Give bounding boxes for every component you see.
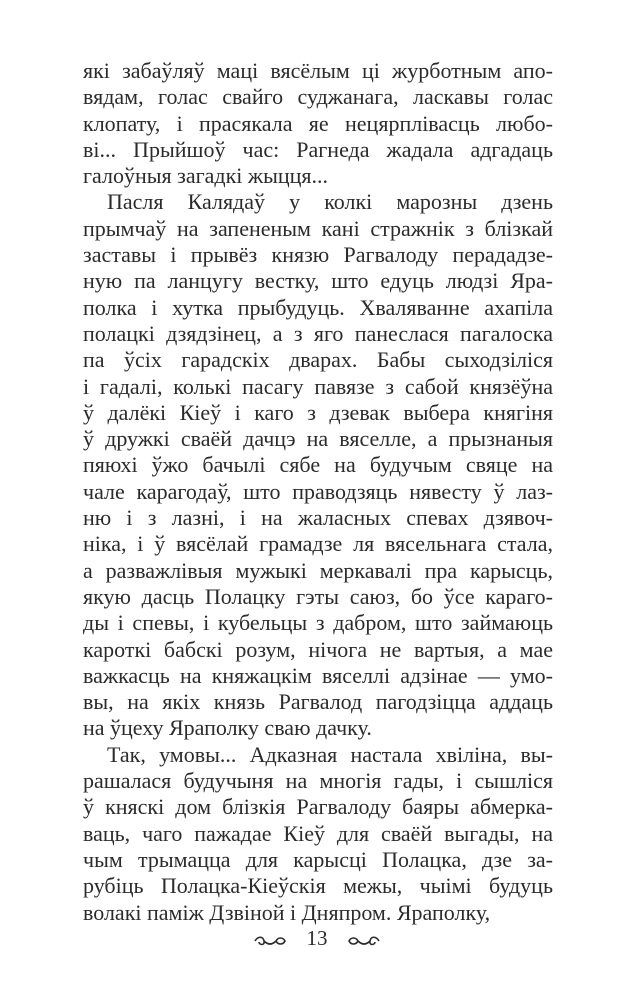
text-line: і гадалі, колькі пасагу павязе з сабой князёўна xyxy=(83,373,553,399)
text-line: Так, умовы... Адказная настала хвіліна, вы- xyxy=(107,741,553,767)
text-line: заставы і прывёз князю Рагвалоду перададзе- xyxy=(83,242,553,268)
text-line: волакі паміж Дзвіной і Дняпром. Яраполку, xyxy=(83,899,491,925)
text-line: ды і спевы, і кубельцы з дабром, што займаюць xyxy=(83,610,553,636)
text-line: ніка, і ў вясёлай грамадзе ля вясельнага стала, xyxy=(83,531,553,557)
text-line: вы, на якіх князь Рагвалод пагодзіцца аддаць xyxy=(83,689,553,715)
text-line: полка і хутка прыбудуць. Хваляванне ахапіла xyxy=(83,294,553,320)
text-line: Пасля Калядаў у колкі марозны дзень xyxy=(107,189,553,215)
text-line: клопату, і прасякала яе нецярплівасць любо- xyxy=(83,110,553,136)
text-line: кароткі бабскі розум, нічога не вартыя, а мае xyxy=(83,636,553,662)
text-line: ў далёкі Кіеў і каго з дзевак выбера княгіня xyxy=(83,399,553,425)
text-line: які забаўляў маці вясёлым ці журботным апо- xyxy=(83,58,553,83)
page-body-text xyxy=(83,58,553,926)
text-line: прымчаў на запененым кані стражнік з блізкай xyxy=(83,215,553,241)
text-line: ню і з лазні, і на жаласных спевах дзявоч- xyxy=(83,505,553,531)
page-footer xyxy=(0,926,634,953)
text-line: рубіць Полацка-Кіеўскія межы, чыімі будуць xyxy=(83,873,553,899)
text-line: а разважлівыя мужыкі меркавалі пра карысць, xyxy=(83,557,553,583)
text-line: чале карагодаў, што праводзяць нявесту ў лаз- xyxy=(83,478,553,504)
paragraph xyxy=(83,742,553,926)
text-line: вядам, голас свайго суджанага, ласкавы голас xyxy=(83,84,553,110)
text-line: якую дасць Полацку гэты саюз, бо ўсе караго- xyxy=(83,583,553,609)
text-line: полацкі дзядзінец, а з яго панеслася пагалоска xyxy=(83,320,553,346)
page-number: 13 xyxy=(306,926,328,950)
text-line: чым трымацца для карысці Полацка, дзе за- xyxy=(83,846,553,872)
text-line: ў княскі дом блізкія Рагвалоду баяры абмерка- xyxy=(83,794,553,820)
text-line: ваць, чаго пажадае Кіеў для сваёй выгады, на xyxy=(83,820,553,846)
text-line: па ўсіх гарадскіх дварах. Бабы сыходзіліся xyxy=(83,347,553,373)
text-line: ві... Прыйшоў час: Рагнеда жадала адгадаць xyxy=(83,136,553,162)
text-line: важкасць на княжацкім вяселлі адзінае — умо- xyxy=(83,662,553,688)
text-line: галоўныя загадкі жыцця... xyxy=(83,163,329,189)
text-line: ную па ланцугу вестку, што едуць людзі Яра- xyxy=(83,268,553,294)
text-line: на ўцеху Яраполку сваю дачку. xyxy=(83,715,372,741)
paragraph xyxy=(83,189,553,741)
ornament-right-icon xyxy=(347,928,381,953)
ornament-left-icon xyxy=(253,928,287,953)
paragraph xyxy=(83,58,553,189)
text-line: рашалася будучыня на многія гады, і сышліся xyxy=(83,768,553,794)
text-line: пяюхі ўжо бачылі сябе на будучым свяце на xyxy=(83,452,553,478)
text-line: ў дружкі сваёй дачцэ на вяселле, а прызнаныя xyxy=(83,426,553,452)
